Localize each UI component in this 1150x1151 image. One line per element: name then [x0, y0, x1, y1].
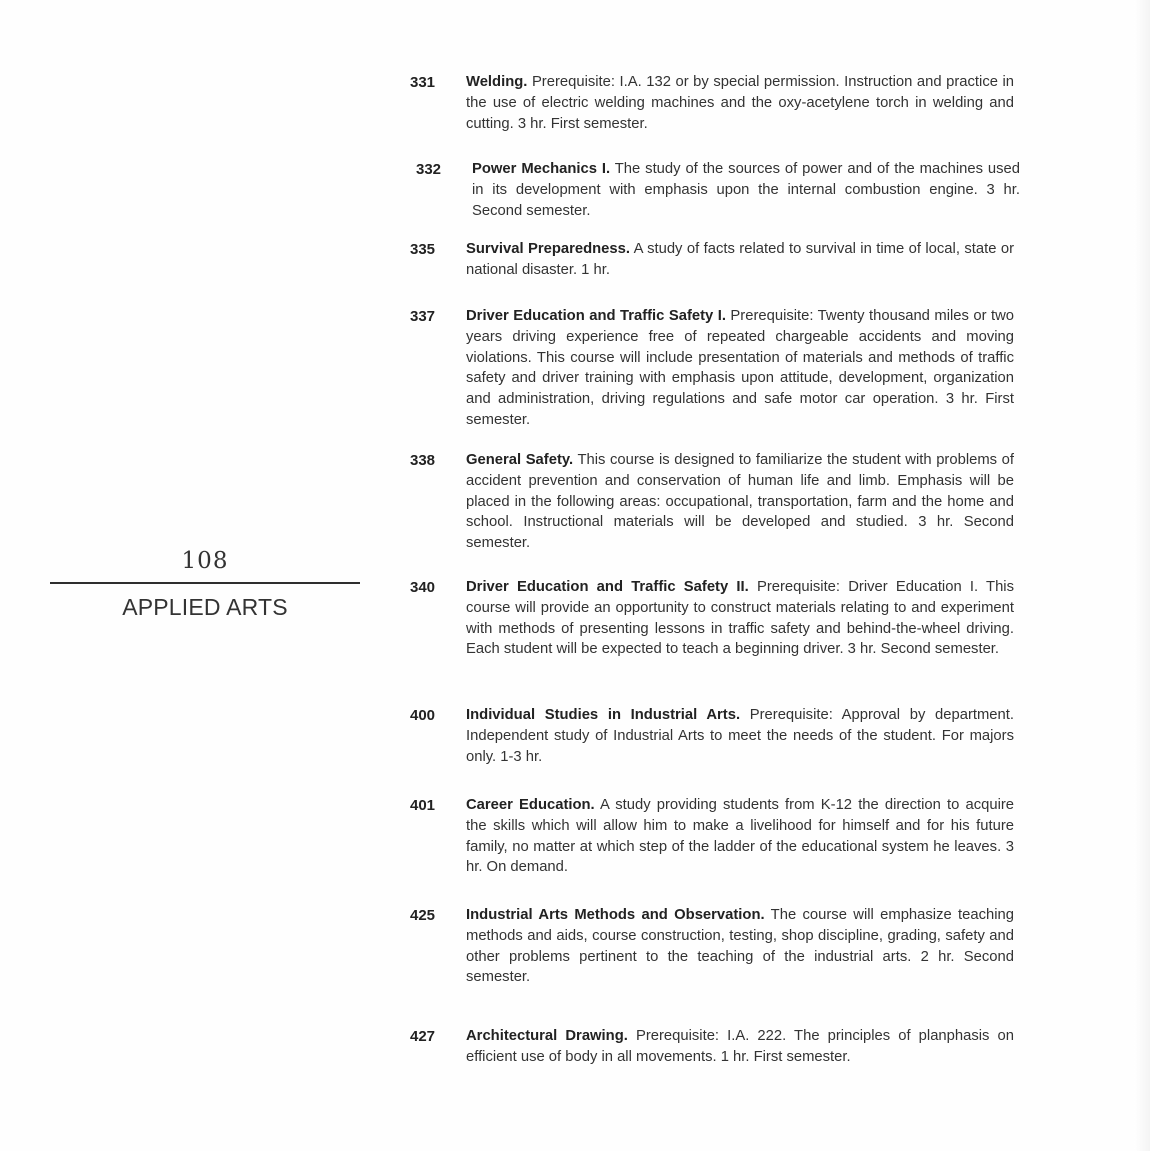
- course-description: A study providing students from K-12 the direction to acquire the skills which will allow him to make a livelihood for himself and for his future family, no matter at which step of the ladder of the educational system he leaves. 3 hr. On demand.: [466, 797, 1015, 876]
- course-description: This course is designed to familiarize the student with problems of accident prevention and conservation of human life and limb. Emphasis will be placed in the following areas: occupational, transportation, farm and the home and school. Instructional materials will be developed and studied. 3 hr. Second semester.: [466, 452, 1014, 552]
- course-body: [472, 159, 1020, 221]
- course-body: [466, 239, 1014, 281]
- course-description: A study of facts related to survival in time of local, state or national disaster. 1 hr.: [466, 241, 1015, 278]
- course-number: 332: [416, 161, 442, 178]
- course-title: General Safety.: [466, 452, 574, 468]
- course-number: 340: [410, 579, 436, 596]
- course-title: Driver Education and Traffic Safety II.: [466, 579, 749, 595]
- course-number: 338: [410, 452, 436, 469]
- course-title: Individual Studies in Industrial Arts.: [466, 707, 741, 723]
- course-body: [466, 905, 1014, 988]
- page-header: [50, 548, 360, 621]
- course-number: 335: [410, 241, 436, 258]
- course-description: Prerequisite: I.A. 132 or by special permission. Instruction and practice in the use of electric welding machines and the oxy-acetylene torch in welding and cutting. 3 hr. First semester.: [466, 74, 1014, 132]
- course-description: The study of the sources of power and of the machines used in its development with emphasis upon the internal combustion engine. 3 hr. Second semester.: [472, 161, 1021, 219]
- course-body: [466, 450, 1014, 554]
- course-title: Industrial Arts Methods and Observation.: [466, 907, 765, 923]
- course-title: Survival Preparedness.: [466, 241, 630, 257]
- scan-edge-shadow: [1134, 0, 1150, 1151]
- course-description: The course will emphasize teaching methods and aids, course construction, testing, shop discipline, grading, safety and other problems pertinent to the teaching of the industrial arts. 2 hr. Second semester.: [466, 907, 1014, 986]
- section-title: APPLIED ARTS: [122, 594, 288, 620]
- course-number: 401: [410, 797, 436, 814]
- course-title: Driver Education and Traffic Safety I.: [466, 308, 726, 324]
- course-title: Career Education.: [466, 797, 595, 813]
- course-description: Prerequisite: Approval by department. Independent study of Industrial Arts to meet the needs of the student. For majors only. 1-3 hr.: [466, 707, 1014, 765]
- course-body: [466, 72, 1014, 134]
- course-description: Prerequisite: I.A. 222. The principles of planphasis on efficient use of body in all movements. 1 hr. First semester.: [466, 1028, 1014, 1065]
- course-body: [466, 1026, 1014, 1068]
- course-description: Prerequisite: Driver Education I. This course will provide an opportunity to construct materials relating to and experiment with methods of presenting lessons in traffic safety and behind-the-wheel driving. Each student will be expected to teach a beginning driver. 3 hr. Second semester.: [466, 579, 1014, 658]
- course-number: 425: [410, 907, 436, 924]
- header-rule: [50, 582, 360, 584]
- course-body: [466, 795, 1014, 878]
- course-number: 331: [410, 74, 436, 91]
- course-body: [466, 705, 1014, 767]
- course-number: 427: [410, 1028, 436, 1045]
- course-title: Architectural Drawing.: [466, 1028, 628, 1044]
- course-body: [466, 306, 1014, 431]
- course-title: Power Mechanics I.: [472, 161, 611, 177]
- course-number: 337: [410, 308, 436, 325]
- course-number: 400: [410, 707, 436, 724]
- course-body: [466, 577, 1014, 660]
- page-number: 108: [181, 548, 229, 574]
- course-title: Welding.: [466, 74, 528, 90]
- course-description: Prerequisite: Twenty thousand miles or two years driving experience free of repeated chargeable accidents and moving violations. This course will include presentation of materials and methods of traffic safety and driver training with emphasis upon attitude, development, organization and administration, driving regulations and safe motor car operation. 3 hr. First semester.: [466, 308, 1014, 428]
